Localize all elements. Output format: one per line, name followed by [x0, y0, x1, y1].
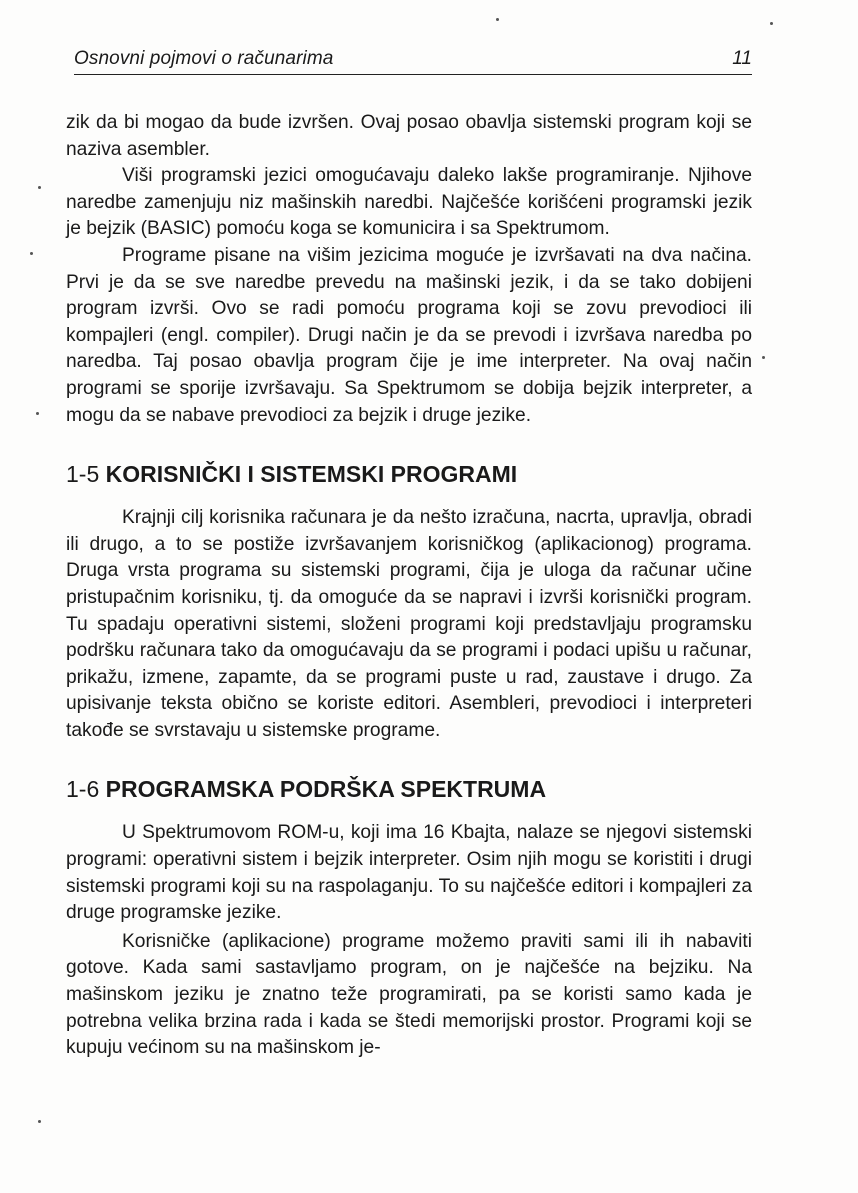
scan-speck [36, 412, 39, 415]
section-heading-1-6 [66, 774, 752, 804]
paragraph-6: Korisničke (aplikacione) programe možemo praviti sami ili ih nabaviti gotove. Kada sami sastavljamo program, on je najčešće na bejziku. Na mašinskom jeziku je znatno teže programirati, pa se koristi samo kada je potrebna velika brzina rada i kada se štedi memorijski prostor. Programi koji se kupuju većinom su na mašinskom je- [66, 930, 752, 1059]
page-number: 11 [732, 48, 752, 69]
paragraph-3: Programe pisane na višim jezicima moguće je izvršavati na dva načina. Prvi je da se sve naredbe prevedu na mašinski jezik, i da se tako dobijeni program izvrši. Ovo se radi pomoću programa koji se zovu prevodioci ili kompajleri (engl. compiler). Drugi način je da se prevodi i izvršava naredba po naredba. Taj posao obavlja program čije je ime interpreter. Na ovaj način programi se sporije izvršavaju. Sa Spektrumom se dobija bejzik interpreter, a mogu da se nabave prevodioci za bejzik i druge jezike. [66, 244, 752, 426]
scan-speck [770, 22, 773, 25]
scan-speck [30, 252, 33, 255]
scan-speck [38, 1120, 41, 1123]
section-title: PROGRAMSKA PODRŠKA SPEKTRUMA [105, 776, 547, 803]
paragraph-1: zik da bi mogao da bude izvršen. Ovaj posao obavlja sistemski program koji se naziva asembler. [66, 112, 752, 160]
page-body [66, 110, 752, 1062]
section-heading-1-5 [66, 459, 752, 489]
chapter-title: Osnovni pojmovi o računarima [74, 48, 334, 69]
scan-speck [762, 356, 765, 359]
section-number: 1-5 [66, 461, 100, 488]
scan-speck [496, 18, 499, 21]
scan-speck [38, 186, 41, 189]
section-number: 1-6 [66, 776, 100, 803]
paragraph-4: Krajnji cilj korisnika računara je da nešto izračuna, nacrta, upravlja, obradi ili drugo, a to se postiže izvršavanjem korisničkog (aplikacionog) programa. Druga vrsta programa su sistemski programi, čija je uloga da računar učine pristupačnim korisniku, tj. da omoguće da se napravi i izvrši korisnički program. Tu spadaju operativni sistemi, složeni programi koji predstavljaju programsku podršku računara tako da omogućavaju da se programi i podaci upišu u računar, prikažu, izmene, zapamte, da se programi puste u rad, zaustave i drugo. Za upisivanje teksta obično se koriste editori. Asembleri, prevodioci i interpreteri takođe se svrstavaju u sistemske programe. [66, 507, 752, 741]
section-title: KORISNIČKI I SISTEMSKI PROGRAMI [105, 461, 518, 488]
running-header [74, 46, 752, 75]
paragraph-5: U Spektrumovom ROM-u, koji ima 16 Kbajta, nalaze se njegovi sistemski programi: operativni sistem i bejzik interpreter. Osim njih mogu se koristiti i drugi sistemski programi koji su na raspolaganju. To su najčešće editori i kompajleri za druge programske jezike. [66, 822, 752, 924]
paragraph-2: Viši programski jezici omogućavaju daleko lakše programiranje. Njihove naredbe zamenjuju niz mašinskih naredbi. Najčešće korišćeni programski jezik je bejzik (BASIC) pomoću koga se komunicira i sa Spektrumom. [66, 165, 752, 240]
